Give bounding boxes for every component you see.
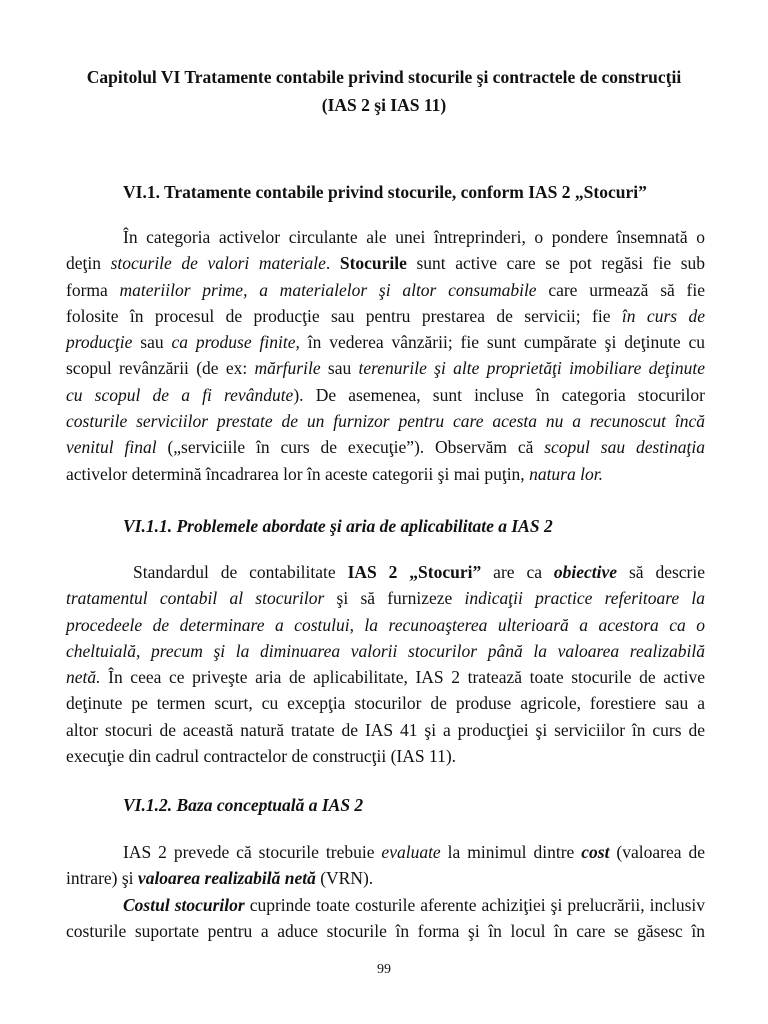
p3-line-2: intrare) şi valoarea realizabilă netă (VRN).	[66, 868, 374, 889]
p2-line-1: Standardul de contabilitate IAS 2 „Stocuri” are ca obiective să descrie	[133, 562, 706, 582]
p1-line-7: cu scopul de a fi revândute). De asemenea, sunt incluse în categoria stocurilor	[66, 384, 705, 405]
p2-line-4: cheltuială, precum şi la diminuarea valorii stocurilor până la valoarea realizabilă	[66, 640, 705, 661]
p1-line-9: venitul final („serviciile în curs de execuţie”). Observăm că scopul sau destinaţia	[66, 437, 705, 458]
p2-line-3: procedeele de determinare a costului, la recunoaşterea ulterioară a acestora ca o	[66, 614, 705, 635]
chapter-title	[60, 63, 708, 119]
p1-line-6: scopul revânzării (de ex: mărfurile sau terenurile şi alte proprietăţi imobiliare deţinute	[66, 358, 705, 379]
subsection-2-heading: VI.1.2. Baza conceptuală a IAS 2	[123, 795, 364, 815]
paragraph-3	[66, 839, 705, 892]
p1-line-3: forma materiilor prime, a materialelor şi altor consumabile care urmează să fie	[66, 279, 705, 300]
p2-line-6: deţinute pe termen scurt, cu excepţia stocurilor de produse agricole, forestiere sau a	[66, 693, 705, 714]
p2-line-8: execuţie din cadrul contractelor de construcţii (IAS 11).	[66, 746, 457, 767]
p3-line-1: IAS 2 prevede că stocurile trebuie evaluate la minimul dintre cost (valoarea de	[123, 842, 705, 862]
p1-line-2: deţin stocurile de valori materiale. Stocurile sunt active care se pot regăsi fie sub	[66, 253, 706, 274]
chapter-title-line-1: Capitolul VI Tratamente contabile privind stocurile şi contractele de construcţii	[86, 67, 682, 87]
subsection-1-heading: VI.1.1. Problemele abordate şi aria de aplicabilitate a IAS 2	[123, 516, 553, 536]
p4-line-1: Costul stocurilor cuprinde toate costurile aferente achiziţiei şi prelucrării, inclusiv	[123, 895, 705, 915]
p1-line-5: producţie sau ca produse finite, în vederea vânzării; fie sunt cumpărate şi deţinute cu	[66, 332, 705, 353]
p2-line-7: altor stocuri de această natură tratate de IAS 41 şi a producţiei şi serviciilor în curs de	[66, 719, 705, 740]
paragraph-2	[66, 559, 705, 769]
p2-line-2: tratamentul contabil al stocurilor şi să furnizeze indicaţii practice referitoare la	[66, 588, 705, 609]
section-heading: VI.1. Tratamente contabile privind stocurile, conform IAS 2 „Stocuri”	[123, 182, 647, 202]
paragraph-1	[66, 224, 705, 487]
p1-line-8: costurile serviciilor prestate de un furnizor pentru care acesta nu a recunoscut încă	[66, 411, 705, 432]
p1-line-10: activelor determină încadrarea lor în aceste categorii şi mai puţin, natura lor.	[66, 463, 603, 484]
p1-line-1: În categoria activelor circulante ale unei întreprinderi, o pondere însemnată o	[123, 227, 705, 247]
p1-line-4: folosite în procesul de producţie sau pentru prestarea de servicii; fie în curs de	[66, 305, 705, 326]
p4-line-2: costurile suportate pentru a aduce stocurile în forma şi în locul în care se găsesc în	[66, 921, 705, 942]
paragraph-4	[66, 892, 705, 945]
p2-line-5: netă. În ceea ce priveşte aria de aplicabilitate, IAS 2 tratează toate stocurile de active	[66, 667, 705, 688]
chapter-title-line-2: (IAS 2 şi IAS 11)	[321, 95, 447, 115]
page-number: 99	[377, 962, 391, 977]
